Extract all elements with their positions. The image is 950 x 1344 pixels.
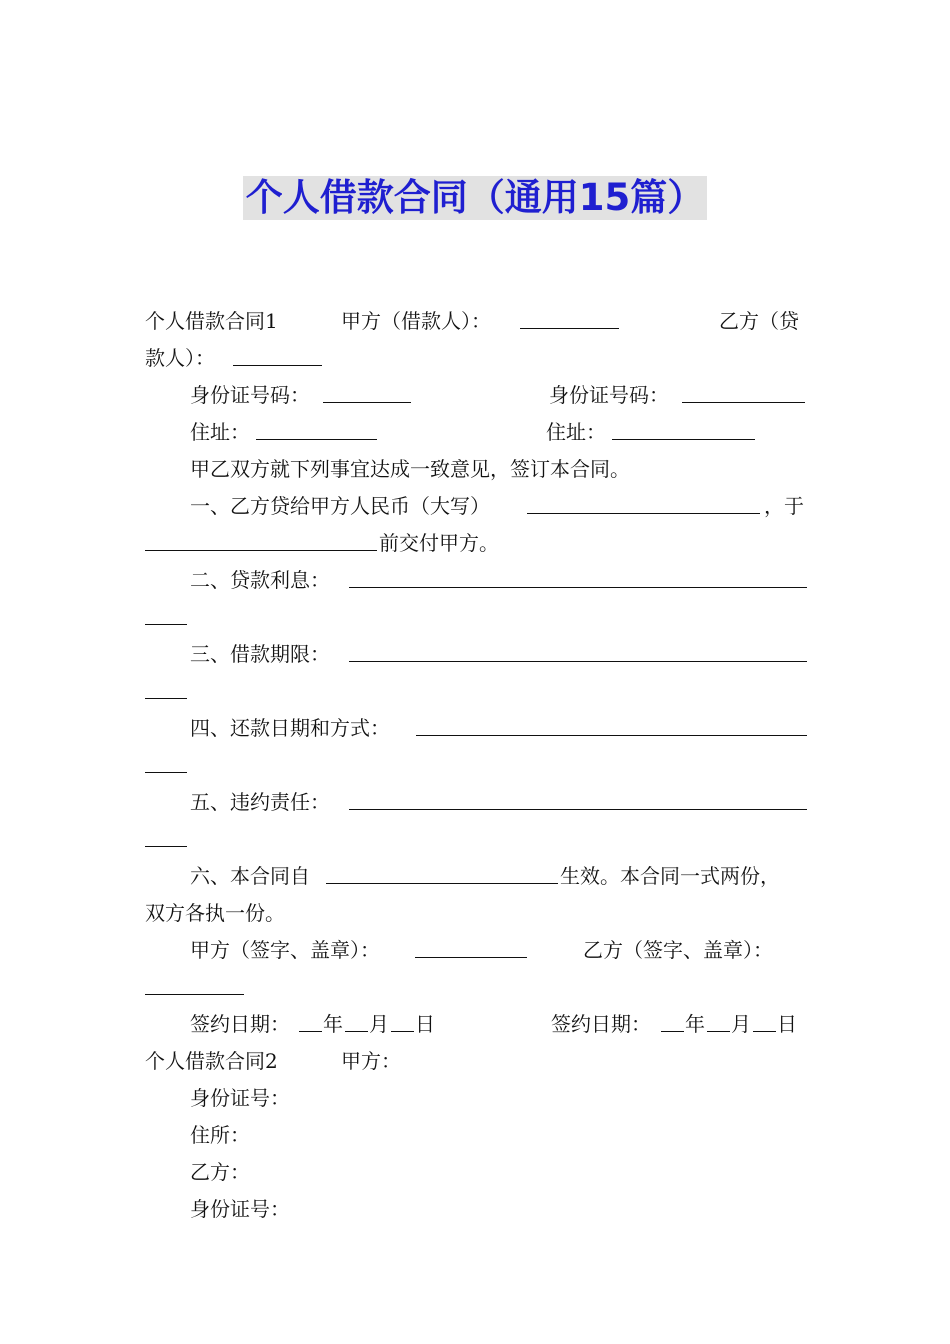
date-a-day: 日	[415, 1012, 435, 1036]
liability-blank[interactable]	[349, 789, 807, 810]
party-b-blank[interactable]	[233, 345, 322, 366]
item6-effect-text: 生效。本合同一式两份，	[560, 864, 780, 888]
contract2-heading: 个人借款合同2	[145, 1049, 278, 1073]
date-a-month: 月	[369, 1012, 389, 1036]
address-a-label: 住址：	[190, 420, 250, 444]
item5-label: 五、违约责任：	[190, 790, 330, 814]
contract1-heading: 个人借款合同1	[145, 309, 278, 333]
party-a-blank[interactable]	[520, 308, 619, 329]
item2-label: 二、贷款利息：	[190, 568, 330, 592]
id-a-blank[interactable]	[323, 382, 411, 403]
date-b-label: 签约日期：	[551, 1012, 651, 1036]
sign-b-label: 乙方（签字、盖章）：	[583, 938, 773, 962]
id-b-blank[interactable]	[682, 382, 805, 403]
interest-blank[interactable]	[349, 567, 807, 588]
date-b-year: 年	[685, 1012, 705, 1036]
repayment-blank[interactable]	[416, 715, 807, 736]
party-b-label-end: 款人）：	[145, 346, 215, 370]
contract2-id: 身份证号：	[190, 1086, 290, 1110]
date-b-day: 日	[777, 1012, 797, 1036]
delivery-date-blank[interactable]	[145, 530, 377, 551]
item1-delivery-text: 前交付甲方。	[379, 531, 499, 555]
amount-blank[interactable]	[527, 493, 760, 514]
date-a-month-blank[interactable]	[345, 1011, 368, 1032]
date-b-month-blank[interactable]	[707, 1011, 730, 1032]
item4-label: 四、还款日期和方式：	[190, 716, 390, 740]
sign-a-label: 甲方（签字、盖章）：	[190, 938, 380, 962]
interest-blank-cont[interactable]	[145, 604, 187, 625]
address-b-blank[interactable]	[612, 419, 755, 440]
contract2-party-a: 甲方：	[341, 1049, 401, 1073]
sign-a-blank[interactable]	[415, 937, 527, 958]
id-a-label: 身份证号码：	[190, 383, 310, 407]
liability-blank-cont[interactable]	[145, 826, 187, 847]
address-b-label: 住址：	[546, 420, 606, 444]
term-blank-cont[interactable]	[145, 678, 187, 699]
id-b-label: 身份证号码：	[549, 383, 669, 407]
address-a-blank[interactable]	[256, 419, 377, 440]
date-a-year-blank[interactable]	[299, 1011, 322, 1032]
date-a-year: 年	[323, 1012, 343, 1036]
item3-label: 三、借款期限：	[190, 642, 330, 666]
date-b-day-blank[interactable]	[753, 1011, 776, 1032]
date-b-month: 月	[731, 1012, 751, 1036]
effective-date-blank[interactable]	[326, 863, 558, 884]
party-b-label-start: 乙方（贷	[719, 309, 799, 333]
term-blank[interactable]	[349, 641, 807, 662]
contract2-residence: 住所：	[190, 1123, 250, 1147]
contract2-party-b: 乙方：	[190, 1160, 250, 1184]
contract2-id-2: 身份证号：	[190, 1197, 290, 1221]
item1-text: 一、乙方贷给甲方人民币（大写）	[190, 494, 490, 518]
repayment-blank-cont[interactable]	[145, 752, 187, 773]
date-a-day-blank[interactable]	[391, 1011, 414, 1032]
agreement-sentence: 甲乙双方就下列事宜达成一致意见，签订本合同。	[190, 457, 630, 481]
party-a-label: 甲方（借款人）：	[341, 309, 491, 333]
item6-line-2: 双方各执一份。	[145, 901, 285, 925]
sign-b-blank[interactable]	[145, 974, 244, 995]
document-title: 个人借款合同（通用15篇）	[0, 176, 950, 220]
item1-comma: ，于	[764, 494, 804, 518]
item6-text: 六、本合同自	[190, 864, 310, 888]
date-b-year-blank[interactable]	[661, 1011, 684, 1032]
date-a-label: 签约日期：	[190, 1012, 290, 1036]
